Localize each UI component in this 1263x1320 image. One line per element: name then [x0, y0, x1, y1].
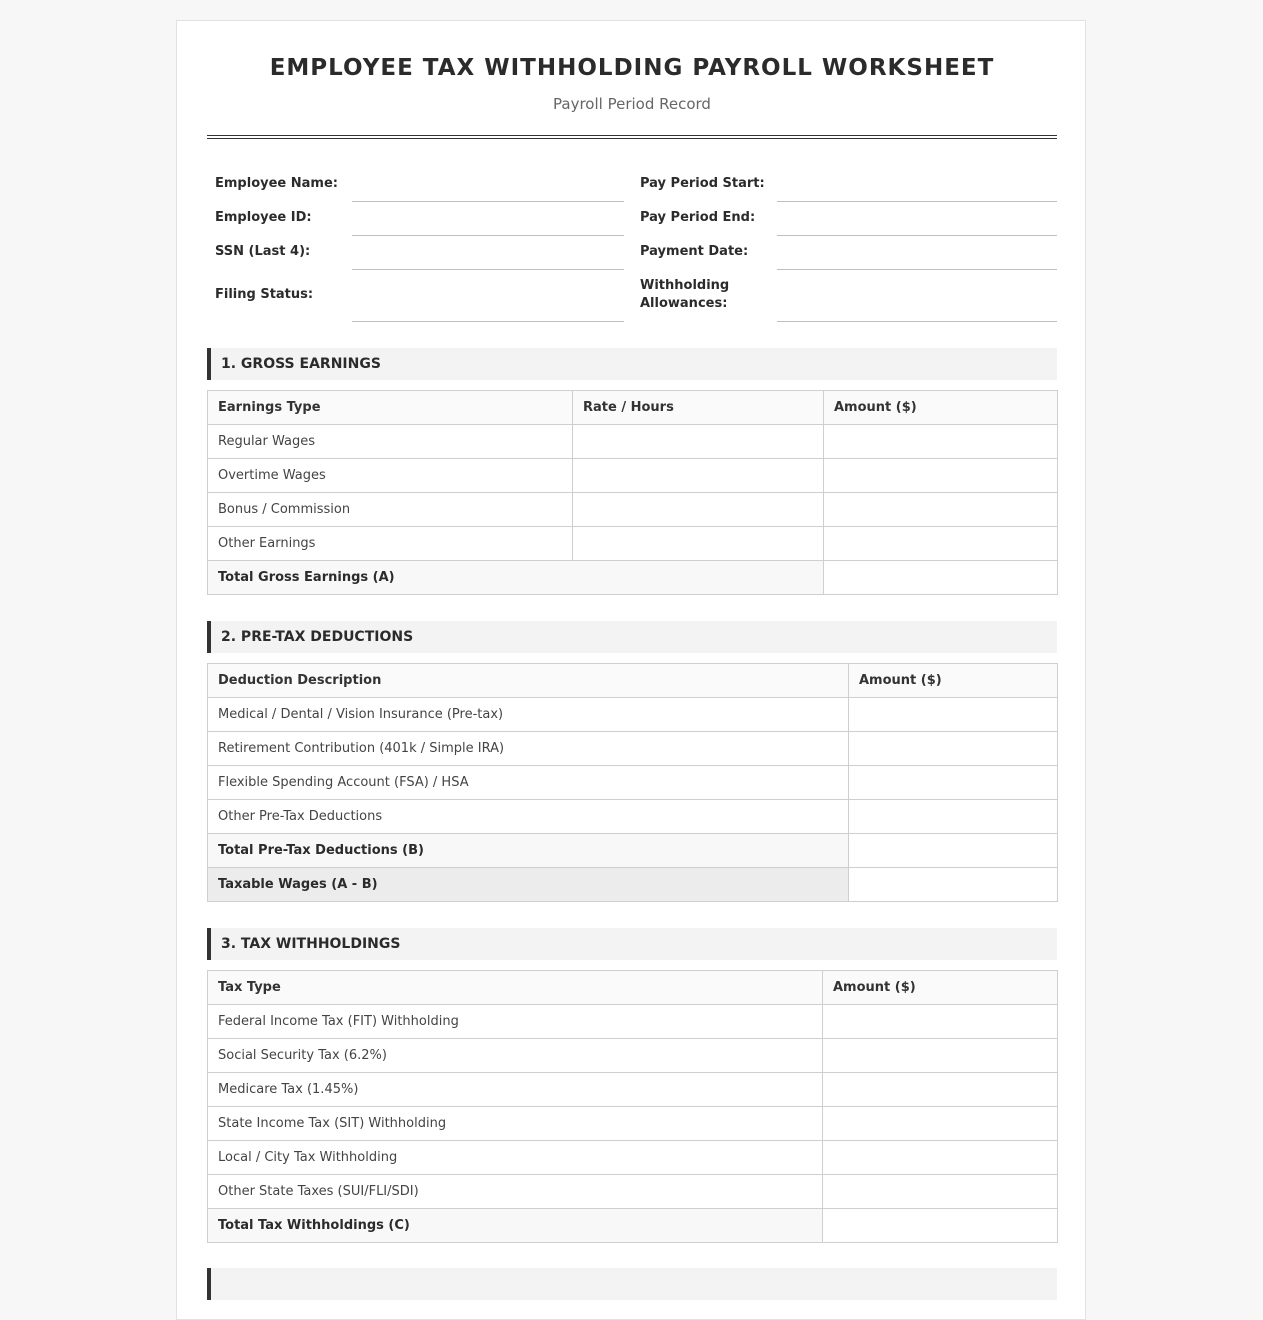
row-label: Retirement Contribution (401k / Simple IRA) [208, 731, 849, 765]
column-header: Earnings Type [208, 390, 573, 424]
pretax-deductions-heading: 2. PRE-TAX DEDUCTIONS [207, 621, 1057, 653]
employee-name-field[interactable] [352, 167, 624, 201]
table-row [208, 1072, 1058, 1106]
filing-status-label: Filing Status: [215, 287, 314, 302]
amount-cell[interactable] [849, 731, 1058, 765]
rate-hours-cell[interactable] [573, 492, 824, 526]
payment-date-field[interactable] [777, 235, 1057, 269]
column-header: Amount ($) [824, 390, 1058, 424]
filing-status-field[interactable] [352, 269, 624, 321]
row-label: State Income Tax (SIT) Withholding [208, 1106, 823, 1140]
table-row [208, 526, 1058, 560]
total-label: Total Pre-Tax Deductions (B) [208, 833, 849, 867]
row-label: Federal Income Tax (FIT) Withholding [208, 1004, 823, 1038]
table-row [208, 1174, 1058, 1208]
total-row [208, 833, 1058, 867]
taxable-wages-label: Taxable Wages (A - B) [208, 867, 849, 901]
amount-cell[interactable] [849, 765, 1058, 799]
table-row [208, 492, 1058, 526]
rate-hours-cell[interactable] [573, 424, 824, 458]
row-label: Medical / Dental / Vision Insurance (Pre-tax) [208, 697, 849, 731]
page-title: EMPLOYEE TAX WITHHOLDING PAYROLL WORKSHEET [269, 55, 995, 81]
total-amount-cell[interactable] [849, 833, 1058, 867]
total-label: Total Gross Earnings (A) [208, 560, 824, 594]
pay-period-end-label: Pay Period End: [640, 210, 756, 225]
table-row [208, 765, 1058, 799]
column-header: Tax Type [208, 970, 823, 1004]
payment-date-label: Payment Date: [640, 244, 749, 259]
pretax-deductions-table [207, 663, 1058, 902]
table-header-row [208, 970, 1058, 1004]
table-row [208, 731, 1058, 765]
row-label: Other Earnings [208, 526, 573, 560]
row-label: Other Pre-Tax Deductions [208, 799, 849, 833]
page-subtitle: Payroll Period Record [553, 95, 711, 113]
column-header: Amount ($) [823, 970, 1058, 1004]
gross-earnings-table [207, 390, 1058, 595]
pay-period-start-label: Pay Period Start: [640, 176, 765, 191]
row-label: Social Security Tax (6.2%) [208, 1038, 823, 1072]
row-label: Flexible Spending Account (FSA) / HSA [208, 765, 849, 799]
column-header: Deduction Description [208, 663, 849, 697]
taxable-wages-amount-cell[interactable] [849, 867, 1058, 901]
tax-withholdings-table [207, 970, 1058, 1243]
employee-info-grid [207, 167, 1057, 322]
table-row [208, 1038, 1058, 1072]
gross-earnings-heading: 1. GROSS EARNINGS [207, 348, 1057, 380]
tax-withholdings-heading: 3. TAX WITHHOLDINGS [207, 928, 1057, 960]
total-row [208, 1208, 1058, 1242]
withholding-allowances-field[interactable] [777, 269, 1057, 321]
amount-cell[interactable] [823, 1174, 1058, 1208]
amount-cell[interactable] [849, 799, 1058, 833]
amount-cell[interactable] [824, 458, 1058, 492]
withholding-allowances-label: Withholding Allowances: [640, 278, 730, 311]
employee-name-label: Employee Name: [215, 176, 338, 191]
header-divider [207, 135, 1057, 139]
worksheet-content [207, 21, 1057, 1300]
amount-cell[interactable] [823, 1106, 1058, 1140]
table-row [208, 799, 1058, 833]
total-amount-cell[interactable] [823, 1208, 1058, 1242]
row-label: Medicare Tax (1.45%) [208, 1072, 823, 1106]
table-header-row [208, 390, 1058, 424]
employee-id-label: Employee ID: [215, 210, 312, 225]
amount-cell[interactable] [823, 1140, 1058, 1174]
amount-cell[interactable] [823, 1038, 1058, 1072]
table-row [208, 1004, 1058, 1038]
table-header-row [208, 663, 1058, 697]
next-section-heading [207, 1268, 1057, 1300]
pay-period-end-field[interactable] [777, 201, 1057, 235]
table-row [208, 424, 1058, 458]
amount-cell[interactable] [824, 492, 1058, 526]
total-label: Total Tax Withholdings (C) [208, 1208, 823, 1242]
column-header: Amount ($) [849, 663, 1058, 697]
pay-period-start-field[interactable] [777, 167, 1057, 201]
row-label: Bonus / Commission [208, 492, 573, 526]
row-label: Regular Wages [208, 424, 573, 458]
row-label: Other State Taxes (SUI/FLI/SDI) [208, 1174, 823, 1208]
table-row [208, 697, 1058, 731]
table-row [208, 1106, 1058, 1140]
employee-id-field[interactable] [352, 201, 624, 235]
amount-cell[interactable] [824, 424, 1058, 458]
rate-hours-cell[interactable] [573, 526, 824, 560]
amount-cell[interactable] [823, 1072, 1058, 1106]
row-label: Overtime Wages [208, 458, 573, 492]
column-header: Rate / Hours [573, 390, 824, 424]
ssn-field[interactable] [352, 235, 624, 269]
total-row [208, 560, 1058, 594]
taxable-wages-row [208, 867, 1058, 901]
amount-cell[interactable] [824, 526, 1058, 560]
row-label: Local / City Tax Withholding [208, 1140, 823, 1174]
table-row [208, 1140, 1058, 1174]
worksheet-page [176, 20, 1086, 1320]
total-amount-cell[interactable] [824, 560, 1058, 594]
table-row [208, 458, 1058, 492]
ssn-label: SSN (Last 4): [215, 244, 311, 259]
amount-cell[interactable] [849, 697, 1058, 731]
rate-hours-cell[interactable] [573, 458, 824, 492]
amount-cell[interactable] [823, 1004, 1058, 1038]
